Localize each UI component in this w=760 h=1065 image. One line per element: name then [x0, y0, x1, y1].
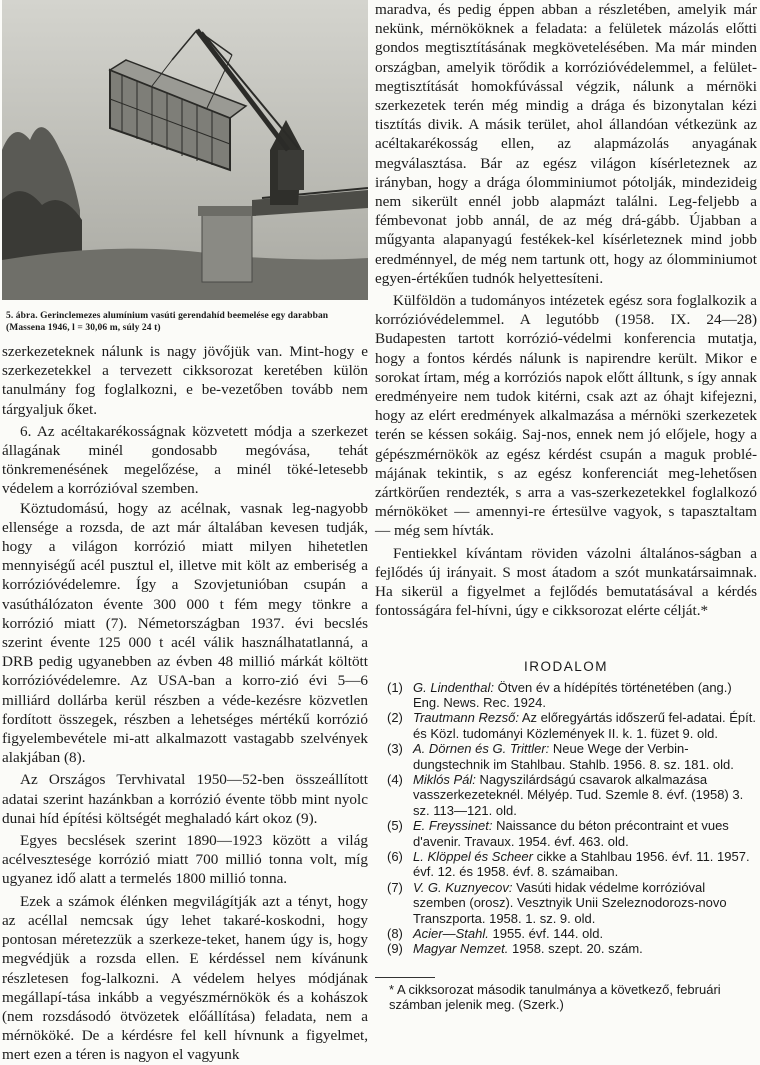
- reference-text: 1955. évf. 144. old.: [492, 926, 604, 941]
- references-list: [375, 680, 757, 957]
- reference-author: V. G. Kuznyecov:: [413, 879, 513, 895]
- left-column: [2, 0, 368, 1065]
- reference-item: [375, 680, 757, 711]
- reference-number: (2): [387, 710, 403, 726]
- footnote: * A cikksorozat második tanulmánya a következő, februári számban jelenik meg. (Szerk.): [389, 981, 721, 1013]
- references-title: IRODALOM: [523, 658, 608, 674]
- reference-author: G. Lindenthal:: [413, 679, 494, 695]
- reference-number: (6): [387, 848, 403, 864]
- reference-author: L. Klöppel és Scheer: [413, 848, 533, 864]
- reference-number: (1): [387, 679, 403, 695]
- reference-author: Miklós Pál:: [413, 771, 476, 787]
- reference-item: [375, 818, 757, 849]
- reference-text: Naissance du béton précontraint et vues d'avenir. Travaux. 1954. évf. 463. old.: [413, 818, 729, 849]
- paragraph: szerkezeteknek nálunk is nagy jövőjük van. Mint-hogy e szerkezetekkel a tervezett cikksorozat keretében külön tanulmány fog foglalkozni, e be-vezetőben tovább nem tárgyaljuk őket.: [2, 343, 368, 418]
- reference-text: Ötven év a hídépítés történetében (ang.) Eng. News. Rec. 1924.: [413, 679, 732, 710]
- paragraph: Ezek a számok élénken megvilágítják azt a tényt, hogy az acéllal nemcsak úgy lehet takaré-koskodni, hogy pontosan méretezzük a szerkeze-teket, hanem úgy is, hogy megvédjük a rozsda ellen. E kérdéssel nem kívánunk részletesen fog-lalkozni. A védelem helyes módjának megállapí-tása inkább a vegyészmérnökök és a kohászok (nem rozsdásodó ötvözetek előállítása) feladata, nem a mérnököké. De a kérdésre fel kell hívnunk a figyelmet, mert ezen a téren is nagyon el vagyunk: [2, 892, 368, 1064]
- reference-text: 1958. szept. 20. szám.: [512, 941, 643, 957]
- reference-number: (7): [387, 879, 403, 895]
- right-column: [375, 0, 757, 1013]
- figure-caption: 5. ábra. Gerinclemezes alumínium vasúti gerendahíd beemelése egy darabban (Massena 1946, l = 30,06 m, súly 24 t): [6, 311, 329, 333]
- bridge-photo-image: [2, 0, 368, 300]
- paragraph: 6. Az acéltakarékosságnak közvetett módja a szerkezet állagának minél gondosabb megóvása, tehát tönkremenésének megelőzése, a minél töké-letesebb védelem a korrózióval szemben.: [2, 422, 368, 498]
- reference-item: [375, 926, 757, 941]
- reference-number: (9): [387, 941, 403, 957]
- reference-item: [375, 710, 757, 741]
- paragraph: Fentiekkel kívántam röviden vázolni általános-ságban a fejlődés új irányait. S most átadom a szót munkatársaimnak. Ha sikerül a figyelmet a fejlődés bemutatásával a kérdés fontosságára fel-hívni, úgy e cikksorozat elérte célját.*: [375, 544, 757, 620]
- reference-author: Acier—Stahl.: [413, 926, 489, 941]
- reference-author: Magyar Nemzet.: [413, 941, 509, 957]
- reference-text: Az előregyártás időszerű fel-adatai. Épít. és Közl. tudományi Közlemények II. k. 1. füzet 9. old.: [413, 710, 756, 741]
- reference-item: [375, 849, 757, 880]
- reference-text: Nagyszilárdságú csavarok alkalmazása vasszerkezeteknél. Mélyép. Tud. Szemle 8. évf. (1958) 3. sz. 113—121. old.: [413, 771, 744, 818]
- reference-item: [375, 772, 757, 818]
- reference-number: (5): [387, 818, 403, 834]
- footnote-divider: [375, 977, 435, 978]
- reference-author: A. Dörnen és G. Trittler:: [413, 741, 550, 757]
- reference-author: Trautmann Rezső:: [413, 710, 519, 726]
- reference-number: (4): [387, 771, 403, 787]
- paragraph: Az Országos Tervhivatal 1950—52-ben összeállított adatai szerint hazánkban a korrózió évente több mint nyolc dunai híd építési költségét meghaladó kárt okoz (9).: [2, 771, 368, 827]
- reference-item: [375, 741, 757, 772]
- bridge-photo: [2, 0, 368, 300]
- paragraph: Egyes becslések szerint 1890—1923 között a világ acélvesztesége korrózió miatt 700 millió tonna volt, míg ugyanez idő alatt a termelés 1800 millió tonna.: [2, 832, 368, 888]
- reference-number: (3): [387, 741, 403, 757]
- reference-number: (8): [387, 926, 403, 941]
- paragraph: Köztudomású, hogy az acélnak, vasnak leg-nagyobb ellensége a rozsda, de azt már általában kevesen tudják, hogy a világon korrózió miatt milyen hihetetlen mennyiségű acél pusztul el, illetve mit költ az emberiség a korrózióvédelemre. Így a Szovjetunióban csupán a vasúthálózaton évente 300 000 t fém megy tönkre a korrózió miatt (7). Németországban 1937. évi becslés szerint évente 125 000 t acél válik használhatatlanná, a DRB pedig ugyanebben az évben 48 millió márkát költött korrózióvédelemre. Az USA-ban a korro-zió évi 5—6 milliárd dollárba kerül részben a véde-kezésre közvetlen fordított összegek, részben a lehetséges mértékű korrózió figyelembevétele mi-att alkalmazott vastagabb szelvények alakjában (8).: [2, 499, 368, 767]
- paragraph: Külföldön a tudományos intézetek egész sora foglalkozik a korrózióvédelemmel. A legutóbb (1958. IX. 24—28) Budapesten tartott korrózió-védelmi konferencia mutatja, hogy a fontos kérdés nálunk is napirendre került. Mikor e sorokat írtam, még a korróziós napok előtt álltunk, s így annak eredményeire nem tudok kitérni, csak azt az óhajt kifejezni, hogy az elért eredmények alkalmazása a mérnöki szerkezetek terén se késsen sokáig. Saj-nos, ennek nem jó előjele, hogy a gépészmérnökök az egész kérdést csupán a maguk problé-májának tekintik, s az egész konferenciát meg-lehetősen zártkörűen rendezték, s arra a vas-szerkezetekkel foglalkozó mérnököket — amennyi-re értesülve vagyok, s tapasztaltam — még sem hívták.: [375, 292, 757, 540]
- reference-text: Neue Wege der Verbin-dungstechnik im Stahlbau. Stahlb. 1956. 8. sz. 181. old.: [413, 741, 734, 772]
- reference-item: [375, 880, 757, 926]
- reference-text: Vasúti hidak védelme korrózióval szemben (orosz). Vesztnyik Unii Szeleznodorozs-novo Transzporta. 1958. 1. sz. 9. old.: [413, 879, 727, 926]
- reference-author: E. Freyssinet:: [413, 818, 493, 834]
- reference-item: [375, 941, 757, 956]
- paragraph: maradva, és pedig éppen abban a részletében, amelyik már nekünk, mérnököknek a feladata: a felületek mázolás előtti gondos megtisztításának megkövetelésében. Ma már minden országban, amelyik törődik a korrózióvédelemmel, a felület-megtisztítását homokfúvással végzik, nálunk a mérnöki szerkezetek terén még mindig a drága és bizonytalan kézi tisztítás divik. A másik terület, ahol állandóan vétkezünk az acéltakarékosság ellen, az alapmázolás anyagának megválasztása. Bár az egész világon kísérleteznek az irányban, hogy a drága ólomminiumot pótolják, mindezideig nem sikerült ennél jobb alapmázt találni. Leg-feljebb a fémbevonat jobb annál, de az még drá-gább. Újabban a műgyanta alapanyagú festékek-kel kísérleteznek mind jobb eredménnyel, de még nem tartunk ott, hogy az ólomminiumot egyen-értékűen tudnók helyettesíteni.: [375, 1, 757, 287]
- reference-text: cikke a Stahlbau 1956. évf. 11. 1957. évf. 12. és 1958. évf. 8. számaiban.: [413, 848, 750, 880]
